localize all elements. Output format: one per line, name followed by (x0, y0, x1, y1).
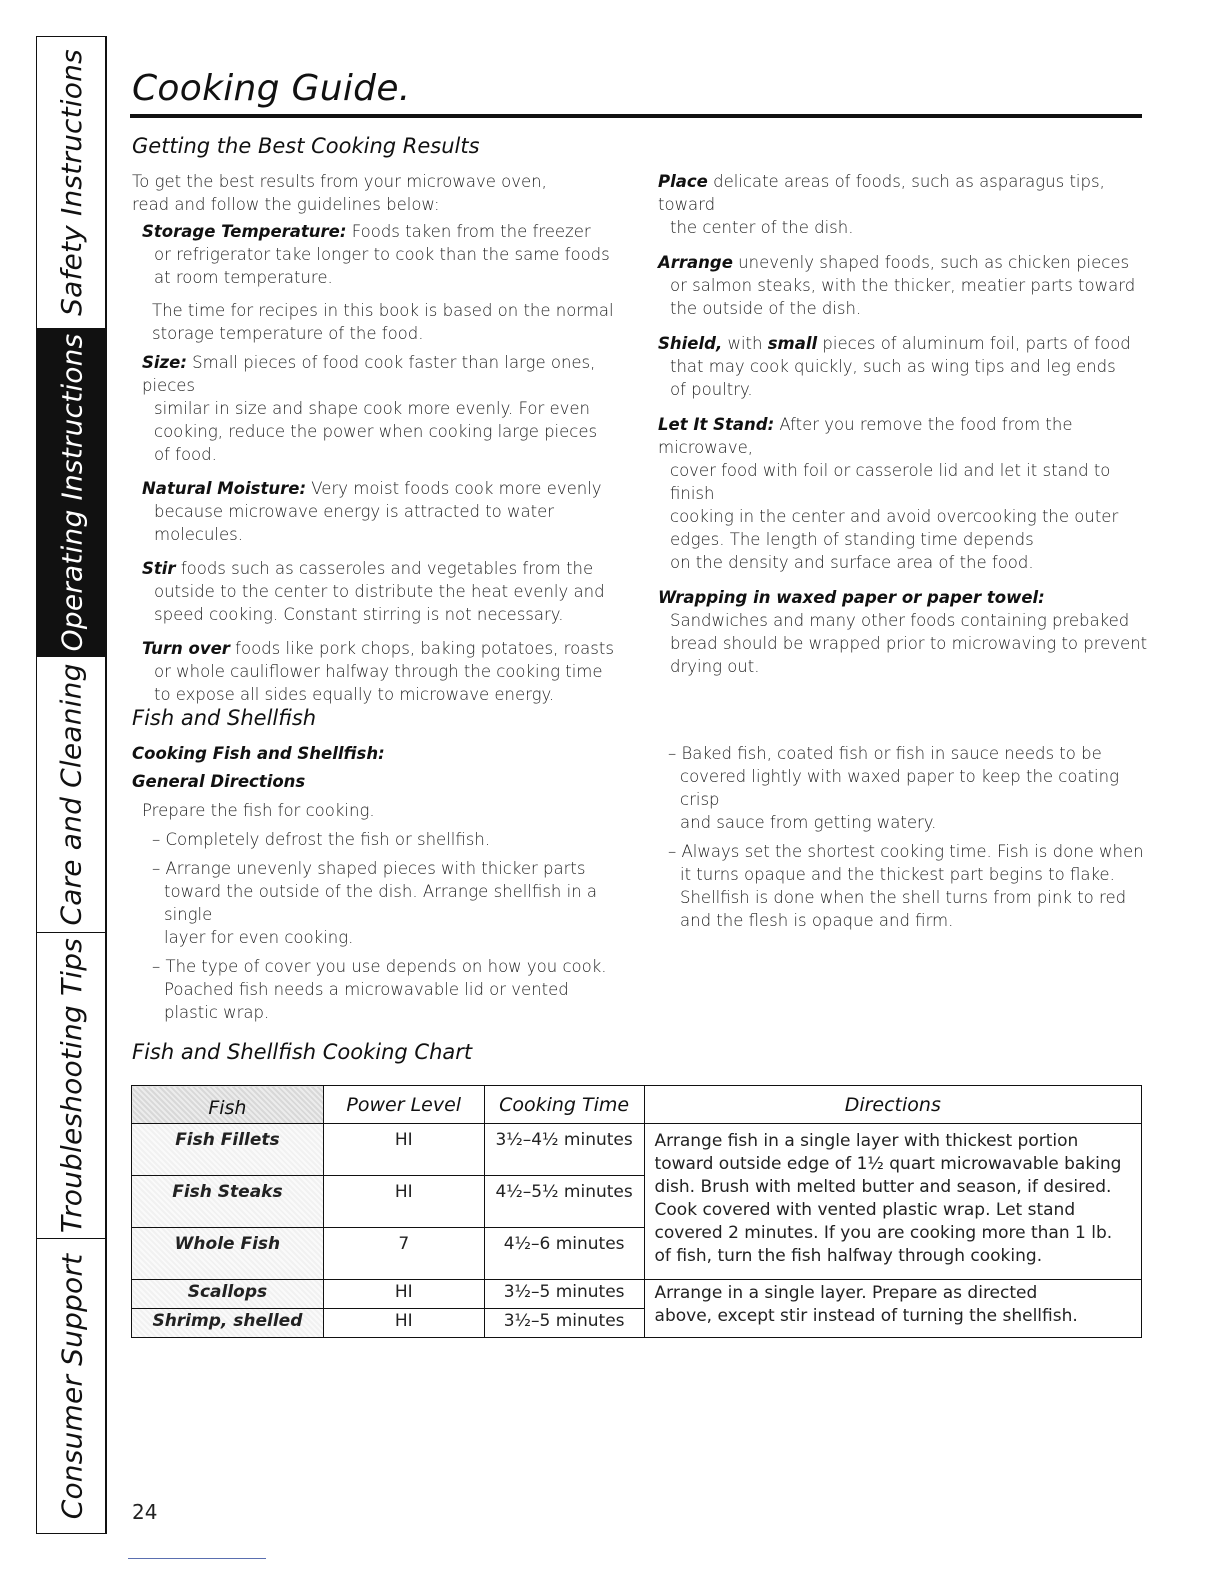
guideline-wrapping: Wrapping in waxed paper or paper towel: Sandwiches and many other foods containing prebaked bread should be wrapped prior to microwaving to prevent drying out. (658, 588, 1148, 676)
fish-cooking-chart (131, 1085, 1142, 1338)
best-results-right-column (658, 170, 1148, 678)
fish-bullet: – Baked fish, coated fish or fish in sauce needs to be covered lightly with waxed paper to keep the coating crisp and sauce from getting watery. (668, 744, 1119, 832)
fish-name: Whole Fish (132, 1228, 324, 1280)
guideline-let-it-stand: Let It Stand: After you remove the food from the microwave, cover food with foil or casserole lid and let it stand to finish cooking in the center and avoid overcooking the outer edges. The length of standing time depends on the density and surface area of the food. (658, 415, 1119, 572)
guideline-arrange: Arrange unevenly shaped foods, such as chicken pieces or salmon steaks, with the thicker, meatier parts toward the outside of the dish. (658, 253, 1136, 318)
side-divider (105, 36, 107, 1534)
table-header-row (132, 1086, 1142, 1124)
fish-bullet: – Arrange unevenly shaped pieces with thicker parts toward the outside of the dish. Arrange shellfish in a single layer for even cooking. (152, 859, 598, 947)
fish-bullet: – The type of cover you use depends on how you cook. Poached fish needs a microwavable lid or vented plastic wrap. (152, 957, 607, 1022)
guideline-stir: Stir foods such as casseroles and vegetables from the outside to the center to distribute the heat evenly and speed cooking. Constant stirring is not necessary. (142, 559, 605, 624)
col-header-directions: Directions (644, 1086, 1141, 1124)
cooking-time: 3½–5 minutes (484, 1309, 644, 1338)
cooking-time: 3½–4½ minutes (484, 1124, 644, 1176)
fish-bullet: – Always set the shortest cooking time. Fish is done when it turns opaque and the thickest part begins to flake. Shellfish is done when the shell turns from pink to red and the flesh is opaque and firm. (668, 842, 1144, 930)
guideline-turn-over: Turn over foods like pork chops, baking potatoes, roasts or whole cauliflower halfway through the cooking time to expose all sides equally to microwave energy. (142, 639, 614, 704)
power-level: 7 (323, 1228, 484, 1280)
guideline-storage: Storage Temperature: Foods taken from the freezer or refrigerator take longer to cook than the same foods at room temperature. The time for recipes in this book is based on the normal storage temperature of the food. (142, 222, 614, 343)
fish-right-column (668, 742, 1148, 932)
cooking-time: 3½–5 minutes (484, 1280, 644, 1309)
table-row (132, 1124, 1142, 1176)
section-heading-fish: Fish and Shellfish (132, 706, 317, 730)
directions-shellfish: Arrange in a single layer. Prepare as directed above, except stir instead of turning the shellfish. (644, 1280, 1141, 1338)
fish-name: Fish Fillets (132, 1124, 324, 1176)
fish-bullet: – Completely defrost the fish or shellfish. (152, 830, 491, 849)
best-results-left-column (132, 170, 632, 706)
page-number: 24 (132, 1500, 158, 1524)
fish-subheading: General Directions (132, 772, 306, 791)
footer-link-underline (128, 1558, 266, 1559)
directions-fish: Arrange fish in a single layer with thickest portion toward outside edge of 1½ quart microwavable baking dish. Brush with melted butter and season, if desired. Cook covered with vented plastic wrap. Let stand covered 2 minutes. If you are cooking more than 1 lb. of fish, turn the fish halfway through cooking. (644, 1124, 1141, 1280)
tab-safety-instructions[interactable]: Safety Instructions (37, 37, 106, 329)
tab-troubleshooting-tips[interactable]: Troubleshooting Tips (37, 933, 106, 1239)
power-level: HI (323, 1176, 484, 1228)
title-rule (130, 114, 1142, 118)
power-level: HI (323, 1280, 484, 1309)
intro-line: To get the best results from your microwave oven, (132, 172, 547, 191)
power-level: HI (323, 1124, 484, 1176)
side-navigation (36, 36, 106, 1534)
tab-consumer-support[interactable]: Consumer Support (55, 1253, 89, 1519)
fish-left-column (132, 742, 642, 1024)
cooking-time: 4½–5½ minutes (484, 1176, 644, 1228)
power-level: HI (323, 1309, 484, 1338)
chart-heading: Fish and Shellfish Cooking Chart (132, 1040, 473, 1064)
intro-line: read and follow the guidelines below: (132, 195, 440, 214)
col-header-fish: Fish (132, 1086, 324, 1124)
fish-name: Scallops (132, 1280, 324, 1309)
guideline-natural-moisture: Natural Moisture: Very moist foods cook more evenly because microwave energy is attracted to water molecules. (142, 479, 602, 544)
table-row (132, 1280, 1142, 1309)
section-heading-best-results: Getting the Best Cooking Results (132, 134, 480, 158)
cooking-time: 4½–6 minutes (484, 1228, 644, 1280)
guideline-size: Size: Small pieces of food cook faster than large ones, pieces similar in size and shape cook more evenly. For even cooking, reduce the power when cooking large pieces of food. (142, 353, 598, 464)
guideline-place: Place delicate areas of foods, such as asparagus tips, toward the center of the dish. (658, 172, 1105, 237)
tab-care-and-cleaning[interactable]: Care and Cleaning (37, 657, 106, 933)
col-header-cooking-time: Cooking Time (484, 1086, 644, 1124)
fish-subheading: Cooking Fish and Shellfish: (132, 744, 385, 763)
guideline-shield: Shield, with small pieces of aluminum foil, parts of food that may cook quickly, such as wing tips and leg ends of poultry. (658, 334, 1131, 399)
fish-prep-line: Prepare the fish for cooking. (142, 801, 375, 820)
page-title: Cooking Guide. (132, 68, 411, 109)
fish-name: Shrimp, shelled (132, 1309, 324, 1338)
col-header-power-level: Power Level (323, 1086, 484, 1124)
tab-operating-instructions[interactable]: Operating Instructions (37, 329, 106, 657)
fish-name: Fish Steaks (132, 1176, 324, 1228)
